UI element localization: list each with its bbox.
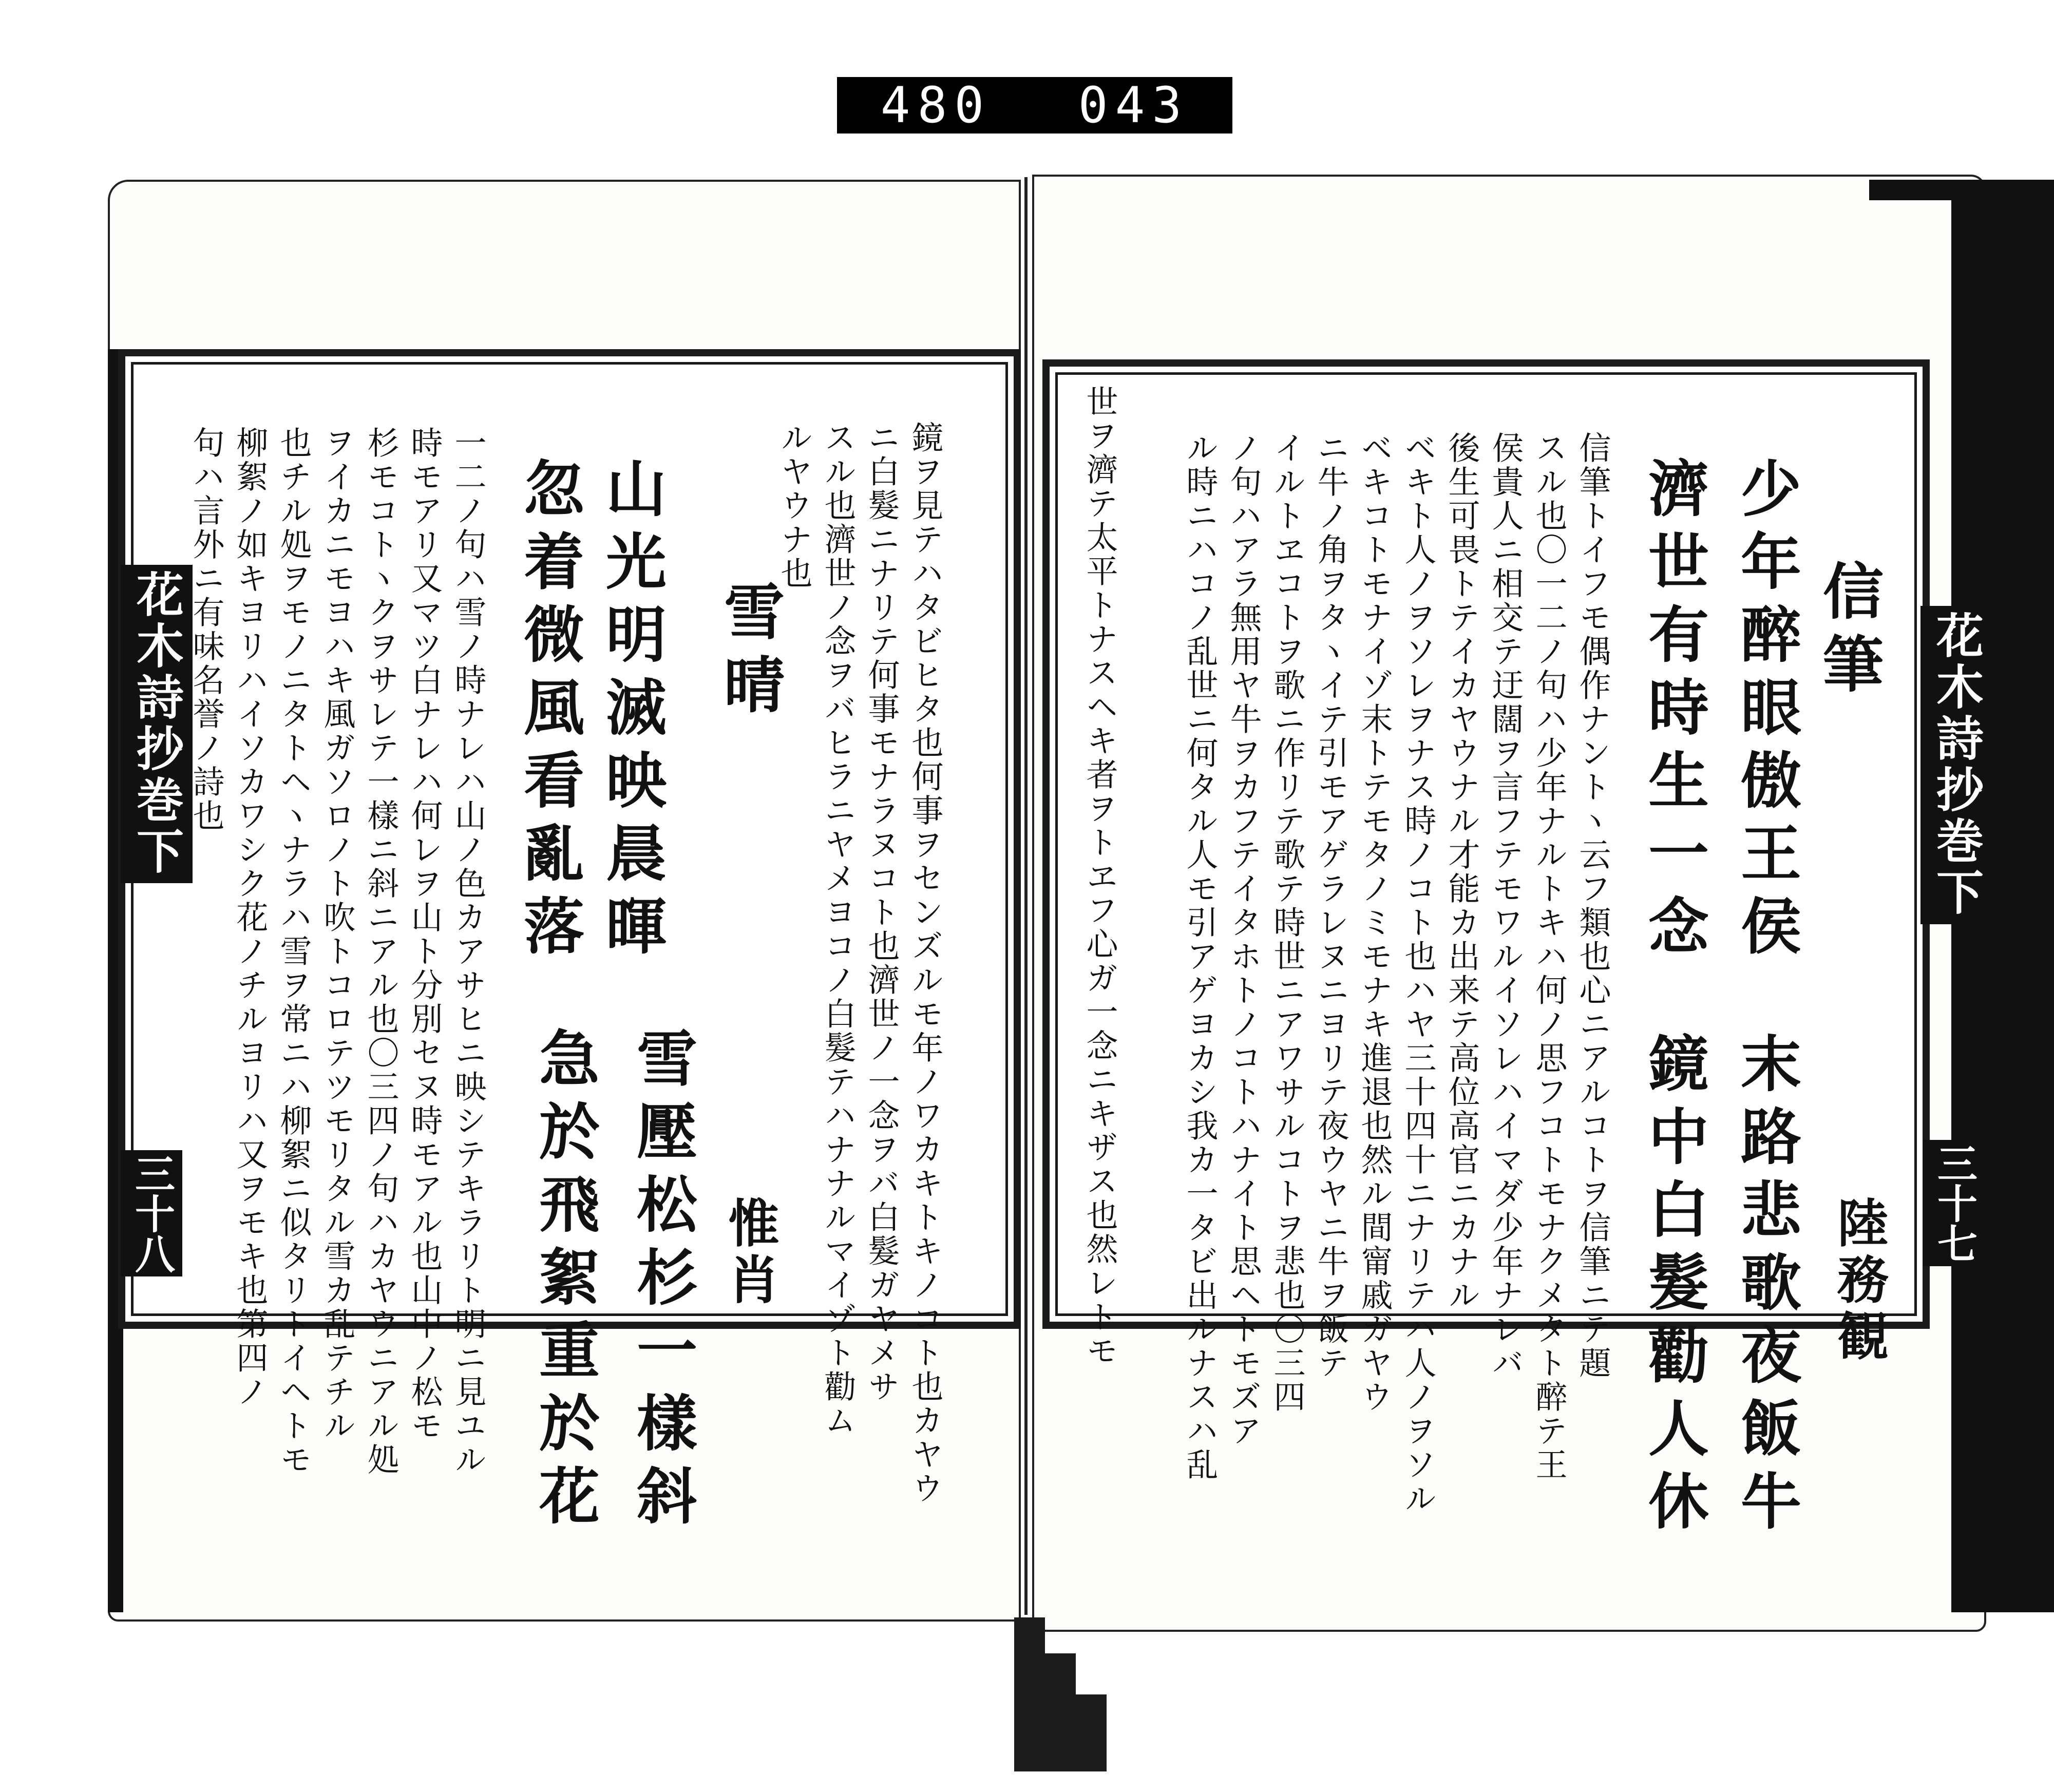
left-poem-title: 雪晴 bbox=[714, 580, 785, 726]
left-commentary-line-2: 時モアリ又マツ白ナレハ何レヲ山ト分別セヌ時モアル也山中ノ松モ bbox=[406, 426, 443, 1443]
left-poem-author: 惟肖 bbox=[719, 1196, 780, 1309]
right-commentary-line-5: ベキト人ノヲソレヲナス時ノコト也ハヤ三十四十ニナリテハ人ノヲソル bbox=[1399, 431, 1437, 1516]
left-verse-line-3: 忽着微風看亂落 bbox=[514, 457, 585, 967]
left-carryover-line-1: 鏡ヲ見テハタビヒタ也何事ヲセンズルモ年ノワカキトキノコト也カヤウ bbox=[906, 421, 944, 1505]
right-commentary-line-1: 信筆トイフモ偶作ナントヽ云フ類也心ニアルコトヲ信筆ニテ題 bbox=[1574, 431, 1611, 1380]
right-page-folio: 三十七 bbox=[1923, 1140, 1985, 1266]
left-verse-line-1: 山光明滅映晨暉 bbox=[596, 457, 667, 967]
left-page-margin-title: 花木詩抄巻下 bbox=[121, 565, 193, 883]
right-commentary-line-11: 世ヲ濟テ太平トナスヘキ者ヲトヱフ心ガ一念ニキザス也然レトモ bbox=[1081, 385, 1118, 1368]
spine-binding-stack bbox=[1014, 1617, 1045, 1771]
right-commentary-line-2: スル也〇一二ノ句ハ少年ナルトキハ何ノ思フコトモナクメタト醉テ王 bbox=[1530, 431, 1568, 1482]
right-poem-author: 陸務観 bbox=[1829, 1196, 1889, 1366]
right-verse-line-1: 少年醉眼傲王侯 bbox=[1730, 457, 1802, 967]
left-carryover-line-3: スル也濟世ノ念ヲバヒラニヤメヨコノ白髮テハナナルマイゾト勸ム bbox=[819, 421, 857, 1438]
left-verse-line-2: 雪壓松杉一樣斜 bbox=[626, 1027, 698, 1537]
right-top-edge bbox=[1869, 180, 2054, 200]
left-commentary-line-5: 也チル処ヲモノニタトヘヽナラハ雪ヲ常ニハ柳絮ニ似タリトイヘトモ bbox=[275, 426, 312, 1477]
film-number-left: 480 bbox=[880, 77, 992, 134]
book-spine bbox=[1024, 177, 1028, 1615]
left-commentary-line-4: ヲイカニモヨハキ風ガソロノト吹トコロテツモリタル雪カ乱テチル bbox=[318, 426, 356, 1443]
left-verse-line-4: 急於飛絮重於花 bbox=[529, 1027, 600, 1537]
left-carryover-line-4: ルヤウナ也 bbox=[775, 421, 813, 590]
right-commentary-line-8: イルトヱコトヲ歌ニ作リテ歌テ時世ニアワサルコトヲ悲也〇三四 bbox=[1268, 431, 1306, 1414]
right-verse-line-2: 末路悲歌夜飯牛 bbox=[1730, 1032, 1802, 1542]
right-verse-line-3: 濟世有時生一念 bbox=[1638, 457, 1709, 967]
left-carryover-line-2: ニ白髮ニナリテ何事モナラヌコト也濟世ノ一念ヲバ白髮ガヤメサ bbox=[863, 421, 900, 1404]
spine-binding-stack-2 bbox=[1045, 1653, 1076, 1771]
film-frame-label bbox=[837, 77, 1232, 134]
left-commentary-line-7: 句ハ言外ニ有味名誉ノ詩也 bbox=[187, 426, 225, 833]
spine-binding-stack-3 bbox=[1076, 1694, 1107, 1771]
left-commentary-line-6: 柳絮ノ如キヨリハイソカワシク花ノチルヨリハ又ヲモキ也第四ノ bbox=[231, 426, 269, 1409]
film-number-right: 043 bbox=[1078, 77, 1189, 134]
left-commentary-line-1: 一二ノ句ハ雪ノ時ナレハ山ノ色カアサヒニ映シテキラリト明ニ見ユル bbox=[449, 426, 487, 1477]
right-commentary-line-9: ノ句ハアラ無用ヤ牛ヲカフテイタホトノコトハナイト思ヘトモズア bbox=[1225, 431, 1262, 1448]
left-page-folio: 三十八 bbox=[121, 1150, 182, 1276]
right-page-margin-title: 花木詩抄巻下 bbox=[1920, 606, 1992, 924]
right-commentary-line-7: ニ牛ノ角ヲタヽイテ引モアゲラレヌニヨリテ夜ウヤニ牛ヲ飯テ bbox=[1312, 431, 1349, 1380]
right-commentary-line-3: 侯貴人ニ相交テ迂闊ヲ言フテモワルイソレハイマダ少年ナレバ bbox=[1487, 431, 1524, 1380]
right-commentary-line-10: ル時ニハコノ乱世ニ何タル人モ引アゲヨカシ我カ一タビ出ルナスハ乱 bbox=[1181, 431, 1219, 1482]
right-poem-title: 信筆 bbox=[1813, 560, 1884, 706]
left-commentary-line-3: 杉モコトヽクヲサレテ一樣ニ斜ニアル也〇三四ノ句ハカヤウニアル処 bbox=[362, 426, 400, 1477]
right-commentary-line-6: ベキコトモナイゾ末トテモタノミモナキ進退也然ル間甯戚ガヤウ bbox=[1356, 431, 1393, 1414]
right-commentary-line-4: 後生可畏トテイカヤウナル才能カ出来テ高位高官ニカナル bbox=[1443, 431, 1480, 1312]
right-verse-line-4: 鏡中白髮勸人休 bbox=[1638, 1032, 1709, 1542]
